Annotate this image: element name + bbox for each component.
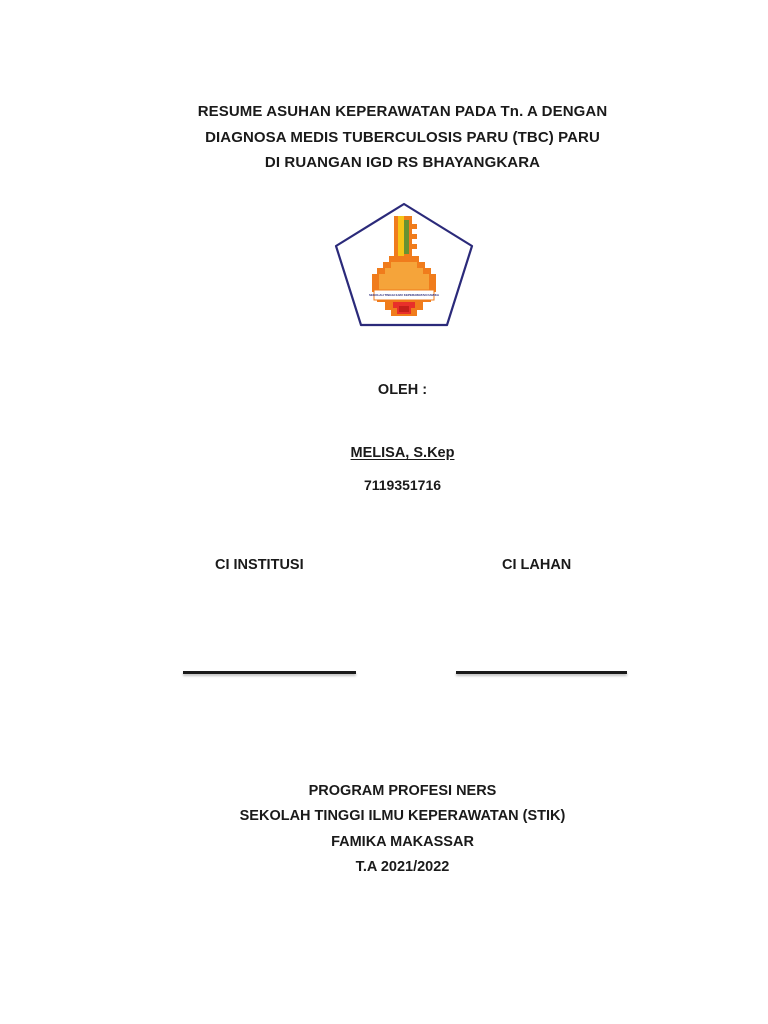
- footer-school: SEKOLAH TINGGI ILMU KEPERAWATAN (STIK): [239, 808, 566, 825]
- document-title: [0, 99, 768, 176]
- footer-academic-year: T.A 2021/2022: [355, 858, 450, 875]
- by-label: OLEH :: [377, 382, 428, 398]
- ci-field-label: CI LAHAN: [502, 557, 572, 573]
- signature-line-field: [456, 671, 627, 674]
- signature-line-institution: [183, 671, 356, 674]
- author-name: MELISA, S.Kep: [350, 445, 455, 461]
- ci-institution-label: CI INSTITUSI: [215, 557, 304, 573]
- title-line-1: RESUME ASUHAN KEPERAWATAN PADA Tn. A DENGAN: [197, 103, 608, 120]
- student-id: 7119351716: [363, 477, 442, 493]
- stik-famika-key-emblem-icon: [333, 202, 475, 328]
- title-line-2: DIAGNOSA MEDIS TUBERCULOSIS PARU (TBC) PARU: [205, 128, 600, 146]
- title-line-3: DI RUANGAN IGD RS BHAYANGKARA: [264, 154, 541, 171]
- logo-band-text: SEKOLAH TINGGI ILMU KEPERAWATAN FAMIKA: [368, 293, 440, 298]
- footer-city: FAMIKA MAKASSAR: [331, 833, 474, 850]
- institution-footer: [0, 779, 768, 880]
- footer-program: PROGRAM PROFESI NERS: [308, 783, 497, 799]
